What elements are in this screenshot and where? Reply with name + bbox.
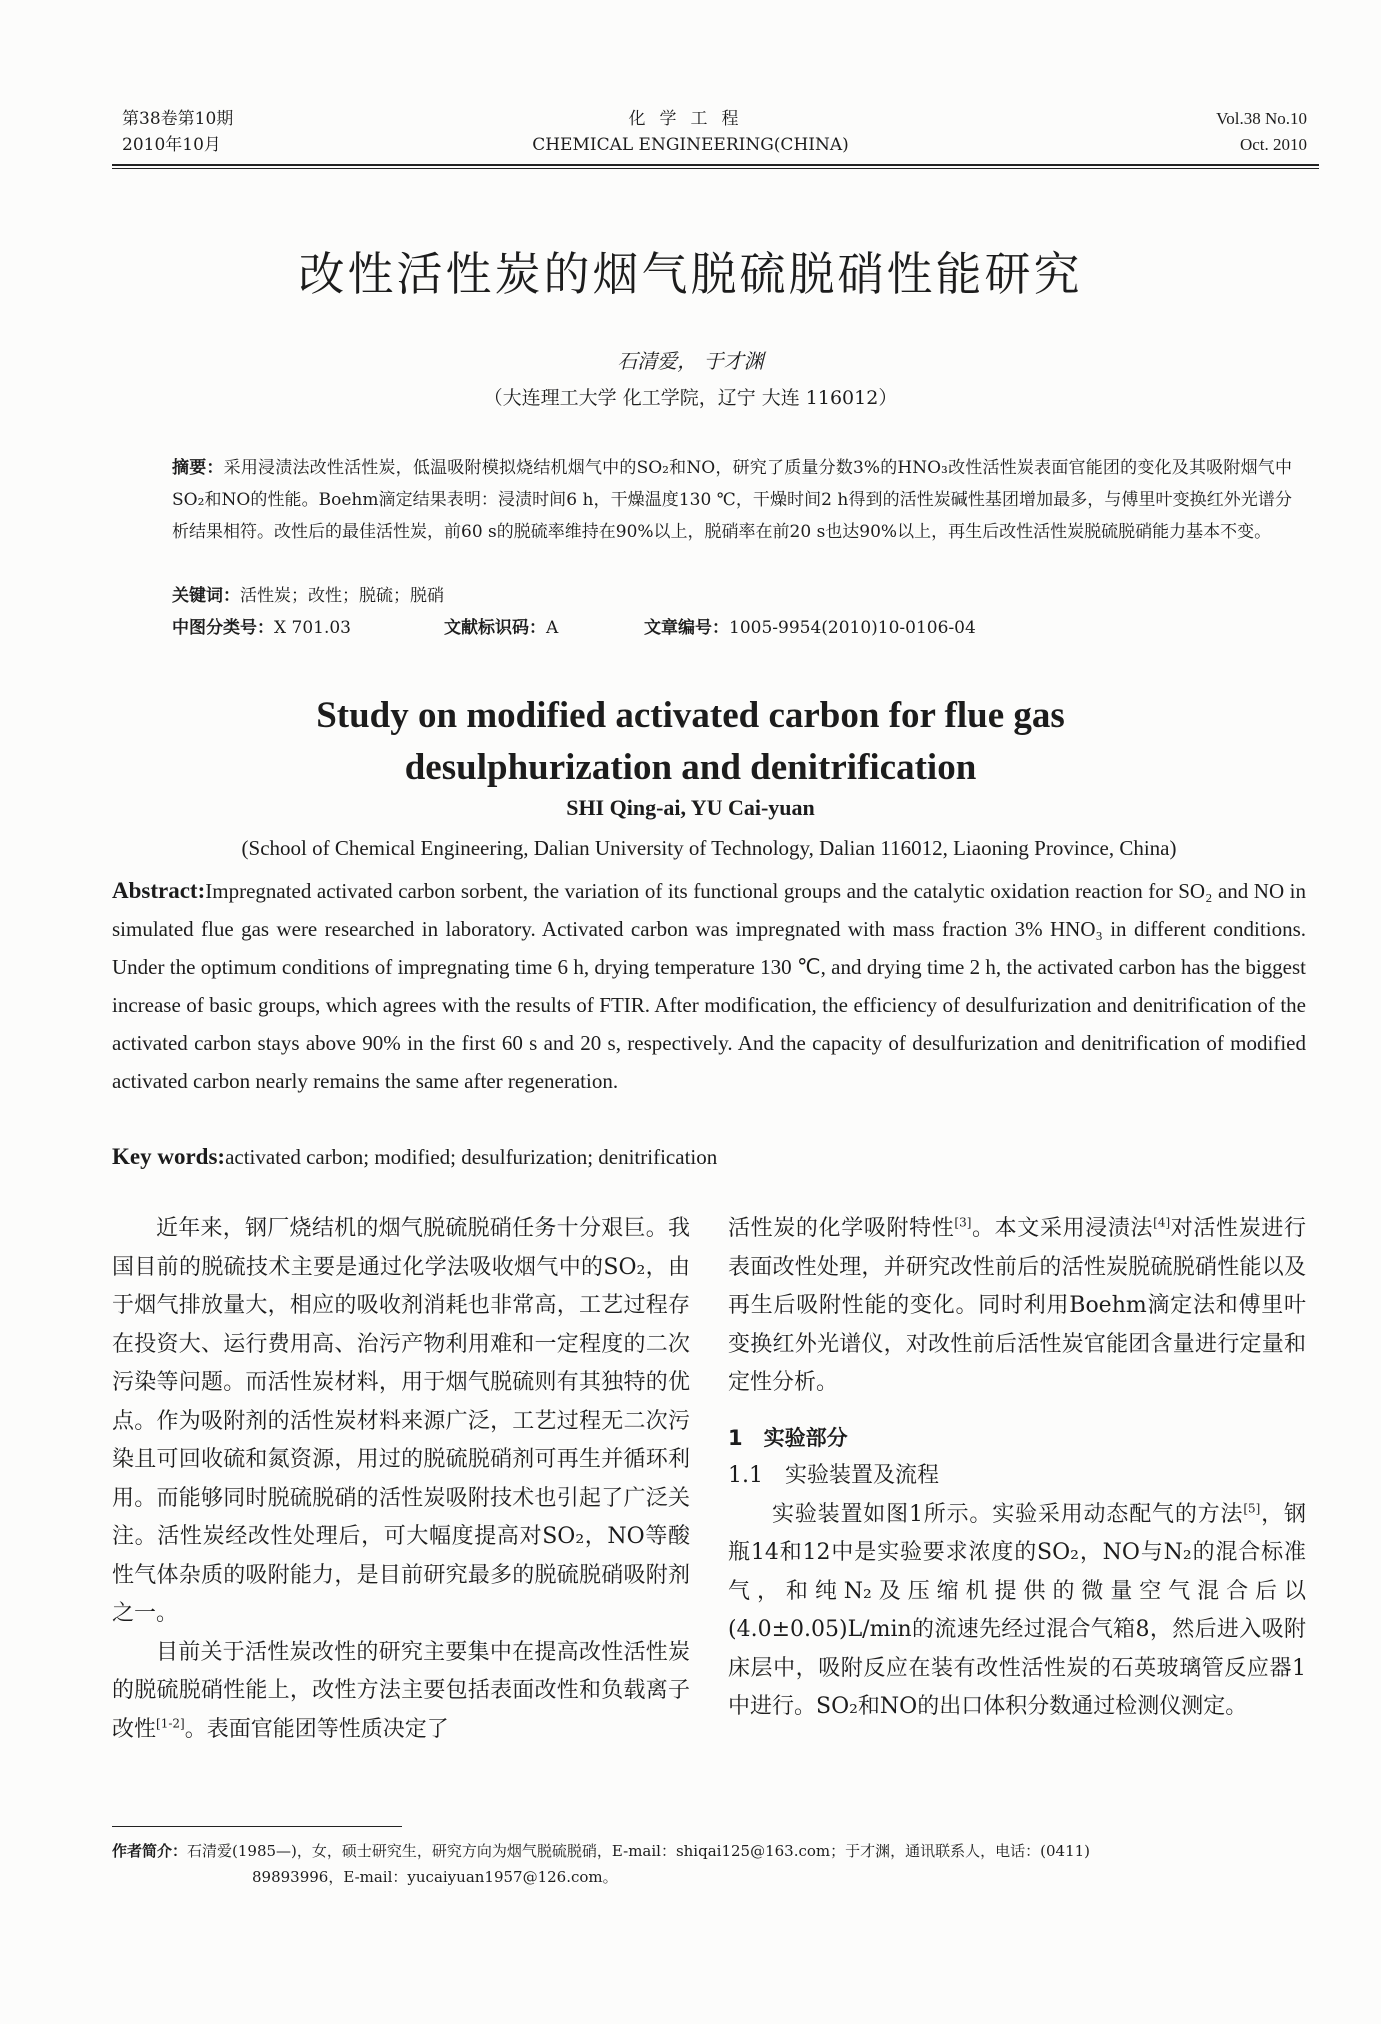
abstract-cn-label: 摘要：: [172, 458, 224, 478]
footnote-line-1: [112, 1838, 1312, 1864]
intro-p2-text-b: 。表面官能团等性质决定了: [184, 1716, 449, 1742]
intro-paragraph-2: [112, 1634, 690, 1750]
clc-value: X 701.03: [274, 618, 351, 638]
keywords-cn-text: 活性炭；改性；脱硫；脱硝: [240, 586, 444, 606]
volume-issue-en: Vol.38 No.10: [1216, 109, 1307, 128]
intro-p3-text-b: 。本文采用浸渍法: [971, 1216, 1154, 1241]
abstract-cn-text: 采用浸渍法改性活性炭，低温吸附模拟烧结机烟气中的SO₂和NO，研究了质量分数3%的HNO₃改性活性炭表面官能团的变化及其吸附烟气中SO₂和NO的性能。Boehm滴定结果表明：浸渍时间6 h，干燥温度130 ℃，干燥时间2 h得到的活性炭碱性基团增加最多，与傅里叶变换红外光谱分析结果相符。改性后的最佳活性炭，前60 s的脱硫率维持在90%以上，脱硝率在前20 s也达90%以上，再生后改性活性炭脱硫脱硝能力基本不变。: [172, 458, 1292, 542]
keywords-en-label: Key words:: [112, 1144, 226, 1169]
article-label: 文章编号：: [644, 618, 729, 638]
header-divider-thin: [112, 168, 1319, 169]
author-footnote: [112, 1838, 1312, 1890]
footnote-line-2: 89893996，E-mail：yucaiyuan1957@126.com。: [252, 1868, 618, 1886]
intro-p3-text-a: 活性炭的化学吸附特性: [728, 1216, 955, 1241]
intro-p2-text-a: 目前关于活性炭改性的研究主要集中在提高改性活性炭的脱硫脱硝性能上，改性方法主要包括表面改性和负载离子改性: [112, 1639, 690, 1742]
issue-date-en: Oct. 2010: [1239, 135, 1307, 154]
classification-line: [172, 612, 1292, 644]
body-left-column: [112, 1210, 690, 1749]
doc-label: 文献标识码：: [444, 618, 546, 638]
keywords-cn: [172, 580, 1292, 612]
journal-name-cn: 化学工程: [628, 109, 753, 129]
volume-issue: 第38卷第10期: [122, 109, 234, 129]
authors-cn: 石清爱， 于才渊: [617, 349, 764, 373]
section-heading-1: 1 实验部分: [728, 1425, 848, 1450]
experiment-text-a: 实验装置如图1所示。实验采用动态配气的方法: [772, 1501, 1244, 1527]
intro-p3-text-c: 对活性炭进行表面改性处理，并研究改性前后的活性炭脱硫脱硝性能以及再生后吸附性能的变化。同时利用Boehm滴定法和傅里叶变换红外光谱仪，对改性前后活性炭官能团含量进行定量和定性分析。: [728, 1216, 1306, 1395]
clc-code: [172, 612, 444, 644]
journal-name-en: CHEMICAL ENGINEERING(CHINA): [532, 135, 849, 155]
clc-label: 中图分类号：: [172, 618, 274, 638]
abstract-en: [112, 872, 1306, 1100]
experiment-text-b: ，钢瓶14和12中是实验要求浓度的SO₂，NO与N₂的混合标准气，和纯N₂及压缩机提供的微量空气混合后以(4.0±0.05)L/min的流速先经过混合气箱8，然后进入吸附床层中，吸附反应在装有改性活性炭的石英玻璃管反应器1中进行。SO₂和NO的出口体积分数通过检测仪测定。: [728, 1501, 1306, 1719]
affiliation-en: (School of Chemical Engineering, Dalian University of Technology, Dalian 116012, Liaoning Province, China): [241, 836, 1177, 860]
citation-1-2: [1-2]: [156, 1716, 185, 1731]
paper-title-en: [0, 690, 1381, 794]
paper-title-en-line1: Study on modified activated carbon for flue gas: [316, 695, 1065, 736]
issue-date-cn: 2010年10月: [122, 135, 221, 155]
abstract-cn: [172, 452, 1292, 548]
footnote-text-1: 石清爱(1985—)，女，硕士研究生，研究方向为烟气脱硫脱硝，E-mail：shiqai125@163.com；于才渊，通讯联系人，电话：(0411): [187, 1842, 1091, 1860]
intro-paragraph-3: [728, 1210, 1306, 1403]
footnote-label: 作者简介：: [112, 1842, 188, 1860]
header-divider: [112, 164, 1319, 166]
citation-4: [4]: [1153, 1215, 1171, 1230]
keywords-en: [112, 1138, 1306, 1176]
citation-3: [3]: [954, 1215, 972, 1230]
doc-code: [444, 612, 644, 644]
body-right-column: [728, 1210, 1306, 1727]
citation-5: [5]: [1243, 1501, 1261, 1516]
paper-title-en-line2: desulphurization and denitrification: [404, 747, 977, 788]
journal-name: [0, 106, 1381, 158]
journal-issue-en: [1216, 106, 1307, 158]
keywords-en-text: activated carbon; modified; desulfurization; denitrification: [225, 1145, 718, 1169]
abstract-en-text: Impregnated activated carbon sorbent, the variation of its functional groups and the catalytic oxidation reaction for SO₂ and NO in simulated flue gas were researched in laboratory. Activated carbon was impregnated with mass fraction 3% HNO₃ in different conditions. Under the optimum conditions of impregnating time 6 h, drying temperature 130 ℃, and drying time 2 h, the activated carbon has the biggest increase of basic groups, which agrees with the results of FTIR. After modification, the efficiency of desulfurization and denitrification of the activated carbon stays above 90% in the first 60 s and 20 s, respectively. And the capacity of desulfurization and denitrification of modified activated carbon nearly remains the same after regeneration.: [112, 879, 1306, 1093]
authors-en: SHI Qing-ai, YU Cai-yuan: [566, 795, 815, 820]
keywords-cn-label: 关键词：: [172, 586, 240, 606]
footnote-divider: [112, 1826, 402, 1827]
section-heading-1-1: 1.1 实验装置及流程: [728, 1463, 939, 1488]
experiment-paragraph: [728, 1496, 1306, 1727]
article-value: 1005-9954(2010)10-0106-04: [729, 618, 976, 638]
paper-title-cn: 改性活性炭的烟气脱硫脱硝性能研究: [298, 247, 1083, 301]
intro-paragraph-1: 近年来，钢厂烧结机的烟气脱硫脱硝任务十分艰巨。我国目前的脱硫技术主要是通过化学法吸收烟气中的SO₂，由于烟气排放量大，相应的吸收剂消耗也非常高，工艺过程存在投资大、运行费用高、治污产物利用难和一定程度的二次污染等问题。而活性炭材料，用于烟气脱硫则有其独特的优点。作为吸附剂的活性炭材料来源广泛，工艺过程无二次污染且可回收硫和氮资源，用过的脱硫脱硝剂可再生并循环利用。而能够同时脱硫脱硝的活性炭吸附技术也引起了广泛关注。活性炭经改性处理后，可大幅度提高对SO₂，NO等酸性气体杂质的吸附能力，是目前研究最多的脱硫脱硝吸附剂之一。: [112, 1216, 690, 1626]
article-number: [644, 612, 976, 644]
doc-value: A: [546, 618, 559, 638]
affiliation-cn: （大连理工大学 化工学院，辽宁 大连 116012）: [483, 387, 898, 409]
abstract-en-label: Abstract:: [112, 878, 206, 903]
